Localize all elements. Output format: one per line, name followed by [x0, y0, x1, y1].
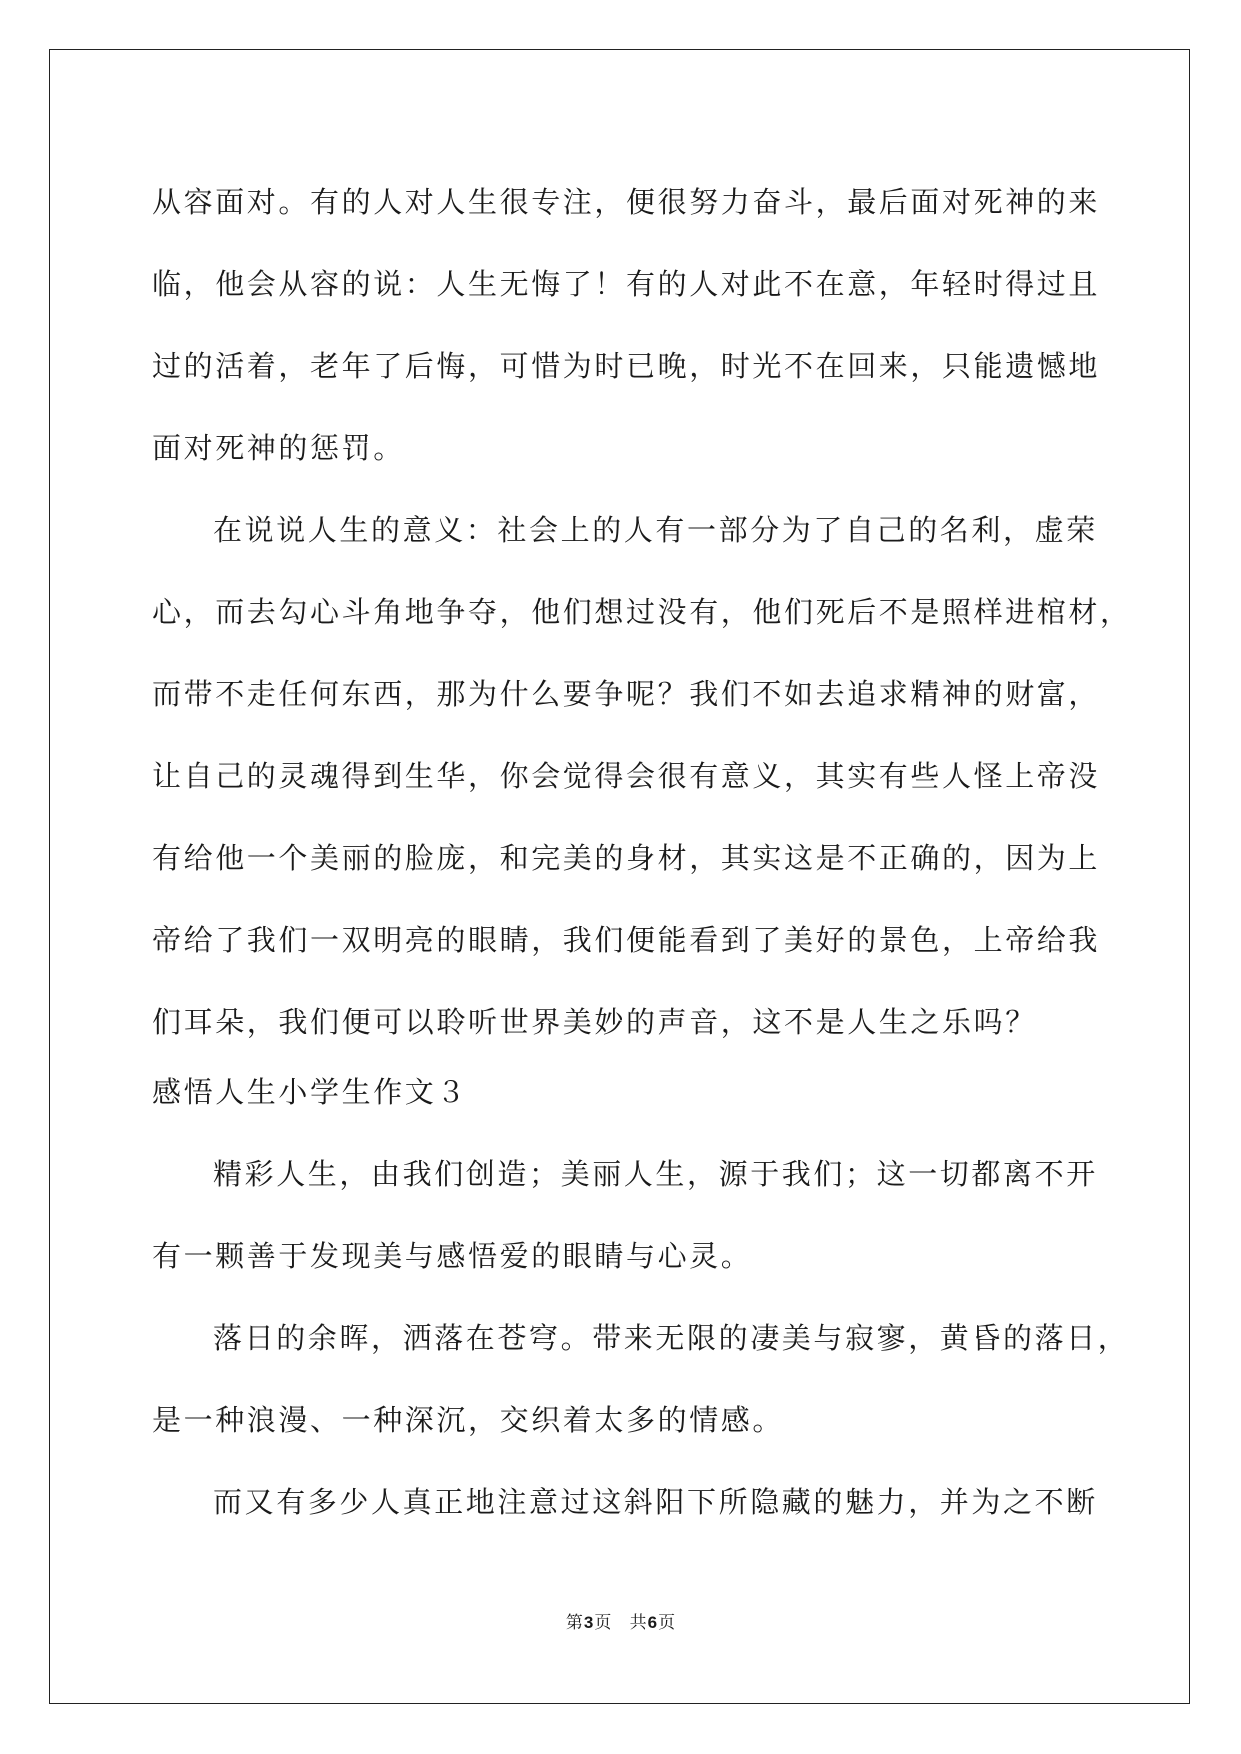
- text-line: 而带不走任何东西，那为什么要争呢？我们不如去追求精神的财富，: [152, 677, 1101, 711]
- text-line: 有给他一个美丽的脸庞，和完美的身材，其实这是不正确的，因为上: [152, 841, 1101, 875]
- paragraph-first-line: 而又有多少人真正地注意过这斜阳下所隐藏的魅力，并为之不断: [213, 1485, 1098, 1519]
- text-line: 们耳朵，我们便可以聆听世界美妙的声音，这不是人生之乐吗？: [152, 1005, 1037, 1039]
- text-line: 从容面对。有的人对人生很专注，便很努力奋斗，最后面对死神的来: [152, 185, 1101, 219]
- text-line: 让自己的灵魂得到生华，你会觉得会很有意义，其实有些人怪上帝没: [152, 759, 1101, 793]
- footer-total-prefix: 共: [629, 1613, 647, 1633]
- text-line: 有一颗善于发现美与感悟爱的眼睛与心灵。: [152, 1239, 753, 1273]
- page-footer: [0, 1608, 1241, 1633]
- paragraph-first-line: 落日的余晖，洒落在苍穹。带来无限的凄美与寂寥，黄昏的落日，: [213, 1321, 1130, 1355]
- text-line: 面对死神的惩罚。: [152, 431, 405, 465]
- text-line: 过的活着，老年了后悔，可惜为时已晚，时光不在回来，只能遗憾地: [152, 349, 1101, 383]
- text-line: 帝给了我们一双明亮的眼睛，我们便能看到了美好的景色，上帝给我: [152, 923, 1101, 957]
- paragraph-first-line: 在说说人生的意义：社会上的人有一部分为了自己的名利，虚荣: [213, 513, 1098, 547]
- total-page-count: 6: [647, 1613, 658, 1632]
- document-body: [152, 161, 1132, 1543]
- paragraph-first-line: 精彩人生，由我们创造；美丽人生，源于我们；这一切都离不开: [213, 1157, 1098, 1191]
- footer-prefix: 第: [565, 1613, 583, 1633]
- text-line: 是一种浪漫、一种深沉，交织着太多的情感。: [152, 1403, 785, 1437]
- text-line: 临，他会从容的说：人生无悔了！有的人对此不在意，年轻时得过且: [152, 267, 1101, 301]
- current-page-number: 3: [583, 1613, 594, 1632]
- footer-page-word: 页: [594, 1613, 612, 1633]
- text-line: 心，而去勾心斗角地争夺，他们想过没有，他们死后不是照样进棺材，: [152, 595, 1132, 629]
- footer-total-suffix: 页: [658, 1613, 676, 1633]
- section-heading: 感悟人生小学生作文３: [152, 1075, 469, 1109]
